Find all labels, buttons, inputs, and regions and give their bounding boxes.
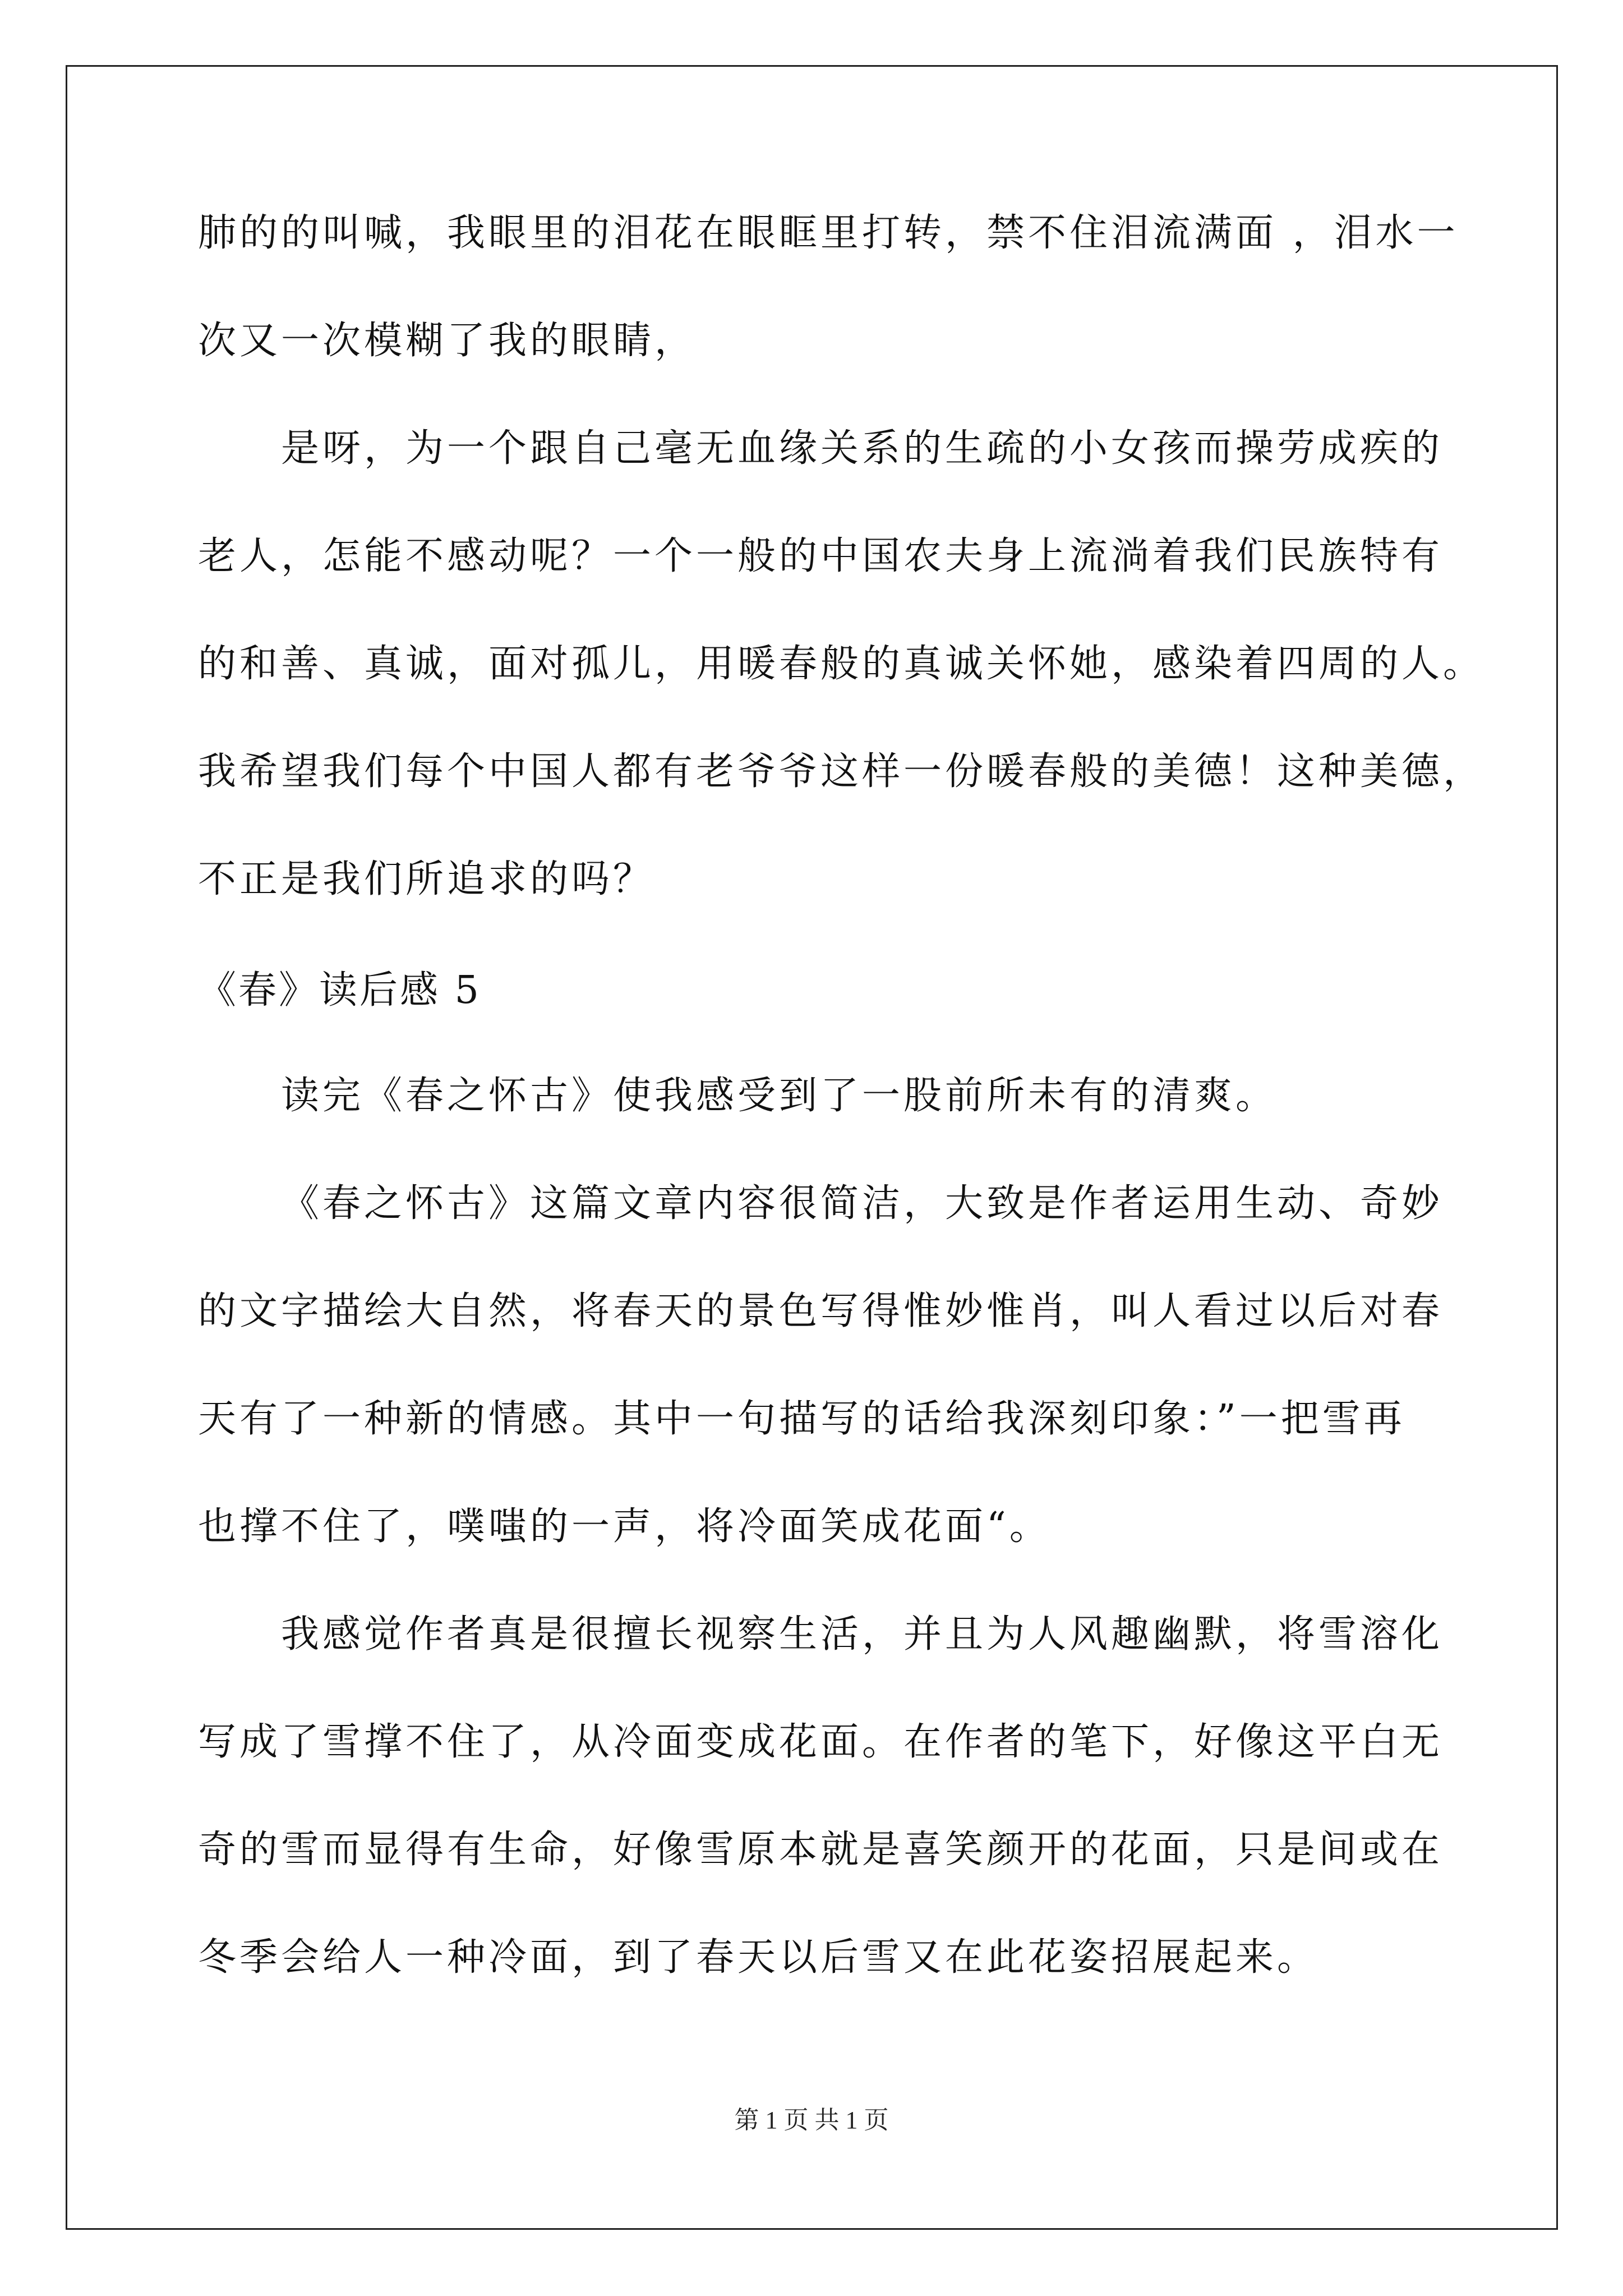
paragraph-line: 老人，怎能不感动呢？一个一般的中国农夫身上流淌着我们民族特有 bbox=[198, 534, 1444, 578]
paragraph-line: 的和善、真诚，面对孤儿，用暖春般的真诚关怀她，感染着四周的人。 bbox=[198, 642, 1485, 686]
paragraph-line: 的文字描绘大自然，将春天的景色写得惟妙惟肖，叫人看过以后对春 bbox=[198, 1289, 1444, 1333]
section-heading: 《春》读后感 5 bbox=[198, 968, 481, 1013]
paragraph-line: 是呀，为一个跟自己毫无血缘关系的生疏的小女孩而操劳成疾的 bbox=[281, 426, 1444, 471]
paragraph-line: 肺的的叫喊，我眼里的泪花在眼眶里打转，禁不住泪流满面 ，泪水一 bbox=[198, 211, 1459, 255]
paragraph-line: 不正是我们所追求的吗？ bbox=[198, 857, 655, 901]
paragraph-line: 也撑不住了，噗嗤的一声，将冷面笑成花面“。 bbox=[198, 1504, 1051, 1549]
paragraph-line: 我希望我们每个中国人都有老爷爷这样一份暖春般的美德！这种美德， bbox=[198, 749, 1485, 794]
paragraph-line: 次又一次模糊了我的眼睛， bbox=[198, 319, 697, 363]
paragraph-line: 我感觉作者真是很擅长视察生活，并且为人风趣幽默，将雪溶化 bbox=[281, 1612, 1444, 1657]
page-number-footer: 第 1 页 共 1 页 bbox=[734, 2106, 889, 2134]
paragraph-line: 读完《春之怀古》使我感受到了一股前所未有的清爽。 bbox=[281, 1074, 1278, 1118]
page-border bbox=[66, 65, 1558, 2230]
paragraph-line: 奇的雪而显得有生命，好像雪原本就是喜笑颜开的花面，只是间或在 bbox=[198, 1828, 1444, 1872]
paragraph-line: 冬季会给人一种冷面，到了春天以后雪又在此花姿招展起来。 bbox=[198, 1935, 1319, 1980]
paragraph-line: 写成了雪撑不住了，从冷面变成花面。在作者的笔下，好像这平白无 bbox=[198, 1720, 1444, 1764]
paragraph-line: 天有了一种新的情感。其中一句描写的话给我深刻印象：”一把雪再 bbox=[198, 1397, 1405, 1441]
paragraph-line: 《春之怀古》这篇文章内容很简洁，大致是作者运用生动、奇妙 bbox=[281, 1181, 1444, 1226]
